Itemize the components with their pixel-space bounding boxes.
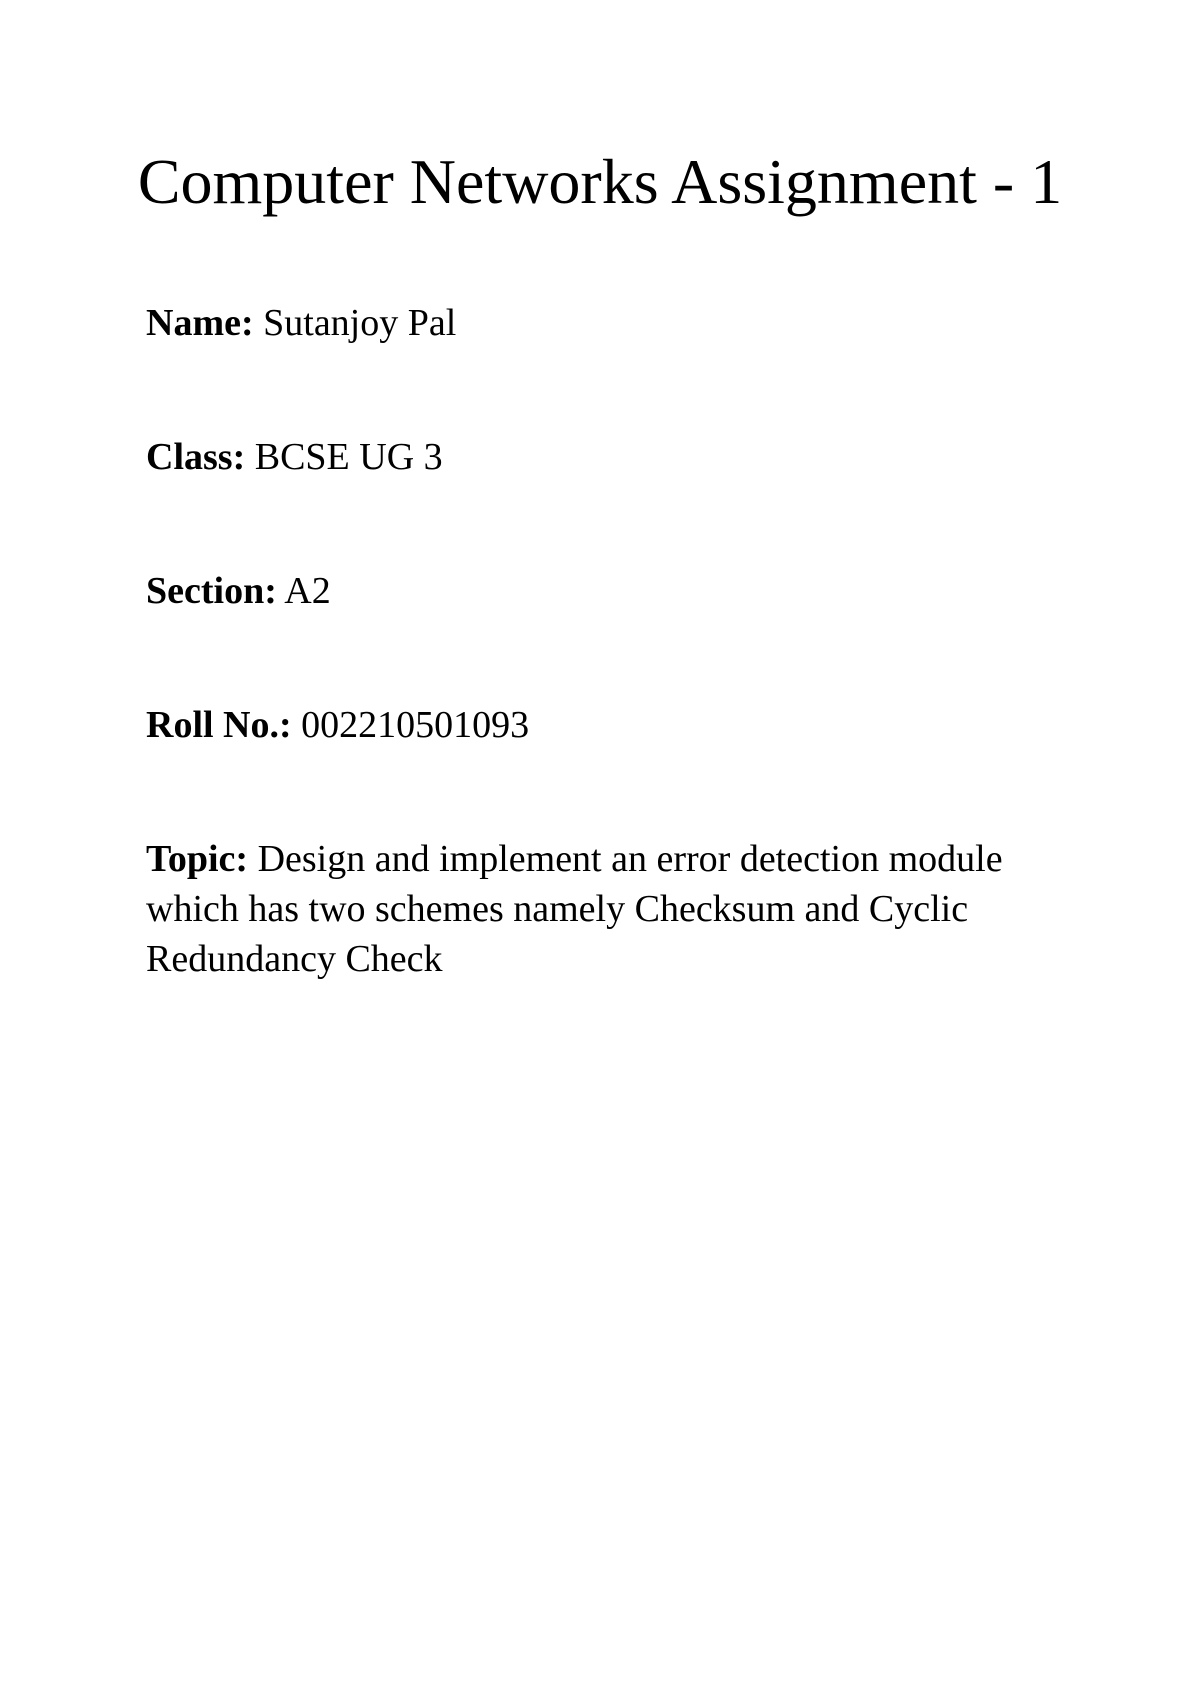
topic-field [146, 834, 1076, 984]
section-field [146, 566, 1076, 616]
topic-label: Topic: [146, 838, 249, 880]
topic-value: Design and implement an error detection module which has two schemes namely Checksum and Cyclic Redundancy Check [146, 838, 1003, 980]
section-label: Section: [146, 570, 277, 612]
roll-number-value: 002210501093 [301, 704, 530, 746]
name-label: Name: [146, 302, 254, 344]
page-title: Computer Networks Assignment - 1 [137, 146, 1063, 217]
name-field [146, 298, 1076, 348]
class-field [146, 432, 1076, 482]
section-value: A2 [284, 570, 331, 612]
class-label: Class: [146, 436, 246, 478]
roll-number-label: Roll No.: [146, 704, 292, 746]
roll-number-field [146, 700, 1076, 750]
name-value: Sutanjoy Pal [263, 302, 457, 344]
class-value: BCSE UG 3 [254, 436, 443, 478]
